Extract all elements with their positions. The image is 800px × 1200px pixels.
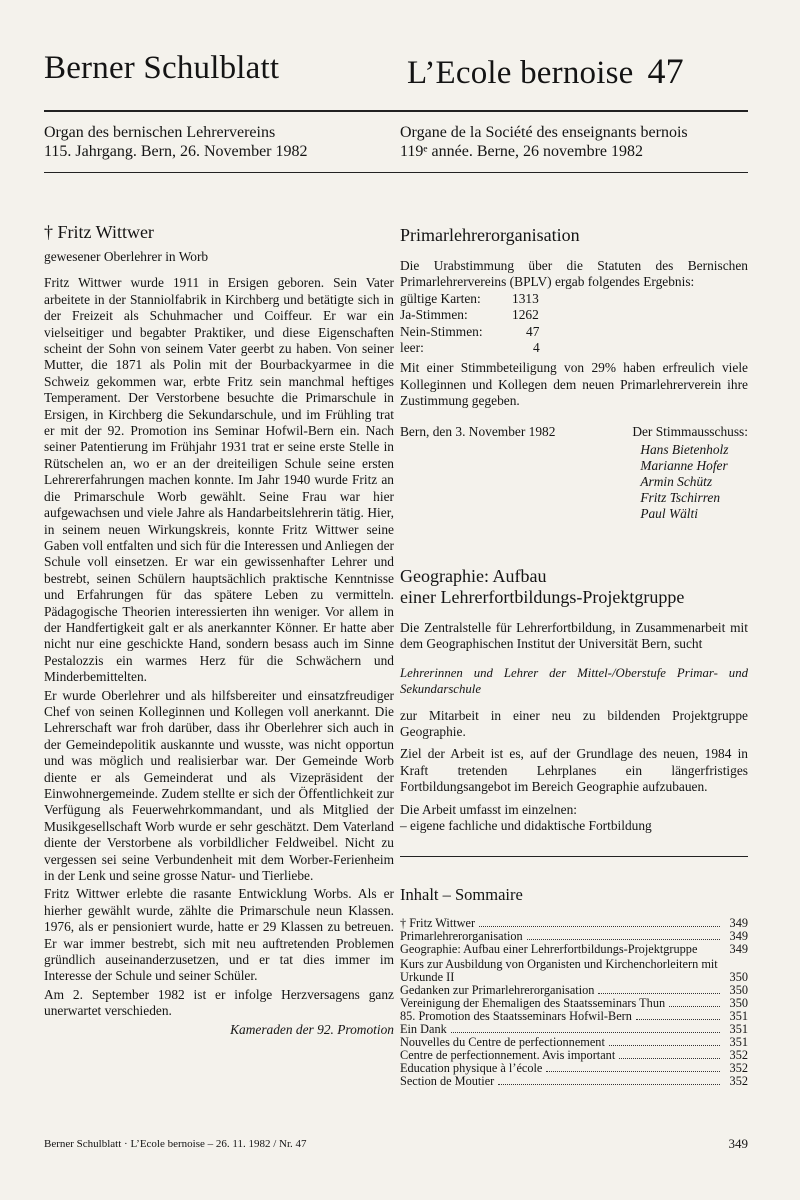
committee-label: Der Stimmausschuss: [632, 423, 748, 439]
obituary-subtitle: gewesener Oberlehrer in Worb [44, 249, 209, 264]
toc-rule [400, 856, 748, 857]
toc-entry-page: 352 [729, 1048, 748, 1062]
obituary-paragraph-4: Am 2. September 1982 ist er infolge Herzversagens ganz unerwartet verschieden. [44, 986, 394, 1019]
toc-entry-page: 350 [729, 996, 748, 1010]
toc-leader [636, 1019, 720, 1020]
toc-entry-text: Education physique à l’école [400, 1061, 543, 1075]
primar-intro: Die Urabstimmung über die Statuten des Bernischen Primarlehrervereins (BPLV) ergab folgendes Ergebnis: [400, 258, 748, 290]
subhead-de [44, 124, 394, 161]
vote-label: leer: [400, 340, 424, 356]
toc-leader [598, 993, 720, 994]
toc-leader [546, 1071, 720, 1072]
geo-paragraph-6: – eigene fachliche und didaktische Fortbildung [400, 818, 652, 834]
toc-leader [451, 1032, 720, 1033]
toc-entry-text: † Fritz Wittwer [400, 916, 476, 930]
toc-entry-page: 350 [729, 983, 748, 997]
masthead-title-fr-text: L’Ecole bernoise [407, 55, 634, 91]
toc-entry-page: 351 [729, 1035, 748, 1049]
obituary-paragraph-3: Fritz Wittwer erlebte die rasante Entwicklung Worbs. Als er hierher gewählt wurde, zählte die Primarschule neun Klassen. 1976, als er pensioniert wurde, hatte er 29 Klassen zu betreuen. Er war immer bestrebt, sich mit neu auftretenden Problemen gründlich auseinanderzusetzen, und er tat dies immer im Interesse der Schule und seiner Schüler. [44, 886, 394, 984]
subhead-de-line2: 115. Jahrgang. Bern, 26. November 1982 [44, 142, 308, 160]
obituary-signature: Kameraden der 92. Promotion [230, 1021, 394, 1037]
subhead-rule [44, 172, 748, 173]
geo-paragraph-1: Die Zentralstelle für Lehrerfortbildung, in Zusammenarbeit mit dem Geographischen Institut der Universität Bern, sucht [400, 620, 748, 652]
signer: Hans Bietenholz [640, 442, 729, 458]
toc-entry-page: 349 [729, 929, 748, 943]
toc-entry[interactable] [400, 943, 748, 956]
obituary-title: † Fritz Wittwer [44, 222, 154, 242]
toc-entry-page: 349 [729, 942, 748, 956]
obituary-paragraph-1: Fritz Wittwer wurde 1911 in Ersigen geboren. Sein Vater arbeitete in der Stanniolfabrik in Kirchberg und betätigte sich in der Freizeit als Schuhmacher und Coiffeur. Er war ein vielseitiger und begabter Praktiker, und diese Eigenschaften scheint der Sohn von seinem Vater geerbt zu haben. Von seiner Mutter, die 1871 als Polin mit der Bourbackyarmee in die Schweiz gekommen war, erbte Fritz sein manchmal heftiges Temperament. Der Verstorbene besuchte die Primarschule in Ersigen, in Kirchberg die Sekundarschule, und im Frühling trat er mit der 92. Promotion ins Seminar Hofwil-Bern ein. Nach seiner Patentierung im Frühjahr 1931 trat er seine erste Stelle in Rütschelen an, wo er an der dreiteiligen Schule seine ersten Lehrererfahrungen machen konnte. Im Jahr 1940 wurde Fritz an die Primarschule Worb gewählt. Seine Frau war hier aufgewachsen und viele Jahre als Handarbeitslehrerin tätig. Hier, in seinem neuen Wirkungskreis, konnte Fritz Wittwer seine Gaben voll entfalten und sich für die Interessen und Anliegen der Schule voll einsetzen. Er war ein gewissenhafter Lehrer und bestrebt, seinen Schülern hauptsächlich praktische Kenntnisse und Erfahrungen für das spätere Leben zu vermitteln. Pädagogische Theorien interessierten ihn weniger. Vor allem in der Handfertigkeit galt er als anerkannter Könner. Er hatte aber nicht nur eine geschickte Hand, sondern besass auch im Sinne Pestalozzis ein warmes Herz für die Schwächern und Minderbemittelten. [44, 275, 394, 685]
geo-title-line1: Geographie: Aufbau [400, 566, 547, 586]
vote-row [400, 307, 540, 323]
vote-row [400, 291, 540, 307]
toc-entry-page: 351 [729, 1009, 748, 1023]
toc-entry[interactable] [400, 958, 748, 984]
toc-entry-text: Primarlehrerorganisation [400, 929, 523, 943]
toc-leader [527, 939, 720, 940]
vote-value: 47 [526, 323, 540, 339]
signer: Marianne Hofer [640, 458, 728, 474]
vote-row [400, 324, 540, 340]
vote-label: gültige Karten: [400, 290, 481, 306]
footer-citation: Berner Schulblatt · L’Ecole bernoise – 26. 11. 1982 / Nr. 47 [44, 1138, 307, 1150]
masthead-title-fr [407, 50, 684, 92]
vote-row [400, 340, 540, 356]
geo-paragraph-4: Ziel der Arbeit ist es, auf der Grundlage des neuen, 1984 in Kraft tretenden Lehrplanes ein längerfristiges Fortbildungsangebot im Bereich Geographie aufzubauen. [400, 746, 748, 795]
toc-list [400, 917, 748, 1088]
toc-entry-page: 352 [729, 1061, 748, 1075]
toc-entry-text: Nouvelles du Centre de perfectionnement [400, 1035, 605, 1049]
toc [400, 884, 748, 1088]
toc-entry-page: 350 [729, 970, 748, 984]
geo-paragraph-5: Die Arbeit umfasst im einzelnen: [400, 801, 578, 817]
geo-article [400, 566, 748, 834]
primar-signoff [400, 424, 748, 522]
obituary-article [44, 222, 394, 1038]
toc-entry[interactable] [400, 1075, 748, 1088]
toc-entry-text: Kurs zur Ausbildung von Organisten und Kirchenchorleitern mit Urkunde II [400, 957, 721, 984]
vote-label: Nein-Stimmen: [400, 323, 483, 339]
footer-page-number: 349 [728, 1136, 748, 1151]
toc-entry-text: Vereinigung der Ehemaligen des Staatsseminars Thun [400, 996, 666, 1010]
toc-title: Inhalt – Sommaire [400, 885, 523, 904]
primar-date: Bern, den 3. November 1982 [400, 423, 556, 439]
committee-signers [632, 442, 748, 522]
primar-result: Mit einer Stimmbeteiligung von 29% haben erfreulich viele Kolleginnen und Kollegen dem neuen Primarlehrerverein ihre Zustimmung gegeben. [400, 360, 748, 409]
signer: Paul Wälti [640, 506, 698, 522]
subhead-de-line1: Organ des bernischen Lehrervereins [44, 124, 276, 141]
obituary-paragraph-2: Er wurde Oberlehrer und als hilfsbereiter und einsatzfreudiger Chef von seinen Kolleginnen und Kollegen voll anerkannt. Die Lehrerschaft war froh darüber, dass ihr Oberlehrer sich auch in der Gemeindepolitik auskannte und wusste, was nicht opportun und was möglich und realisierbar war. Der Gemeinde Worb diente er als Gemeinderat und als Vizepräsident der Einwohnergemeinde. Zudem stellte er sich der Öffentlichkeit zur Verfügung als Feuerwehrkommandant, und als Mitglied der Musikgesellschaft Worb wurde er sehr geschätzt. Dem Vaterland diente der Verstorbene als vorbildlicher Feldweibel. Nicht zu vergessen sei seine Verbundenheit mit dem Worber-Ferienheim in der Lenk und seine grosse Natur- und Tierliebe. [44, 687, 394, 884]
vote-label: Ja-Stimmen: [400, 307, 468, 323]
vote-results-table [400, 291, 540, 357]
toc-leader [609, 1045, 720, 1046]
geo-title-line2: einer Lehrerfortbildungs-Projektgruppe [400, 587, 685, 607]
geo-paragraph-3: zur Mitarbeit in einer neu zu bildenden Projektgruppe Geographie. [400, 707, 748, 740]
toc-entry-text: Geographie: Aufbau einer Lehrerfortbildungs-Projektgruppe [400, 942, 698, 956]
signer: Fritz Tschirren [640, 490, 721, 506]
issue-number: 47 [647, 51, 684, 91]
geo-target-group: Lehrerinnen und Lehrer der Mittel-/Oberstufe Primar- und Sekundarschule [400, 665, 748, 697]
toc-entry-page: 352 [729, 1074, 748, 1088]
toc-entry-text: Section de Moutier [400, 1074, 495, 1088]
toc-entry-text: Ein Dank [400, 1022, 447, 1036]
toc-leader [498, 1084, 720, 1085]
signer: Armin Schütz [640, 474, 713, 490]
toc-leader [479, 926, 720, 927]
subhead-fr [400, 124, 748, 161]
committee [632, 424, 748, 522]
toc-entry-page: 351 [729, 1022, 748, 1036]
toc-leader [669, 1006, 720, 1007]
toc-entry-page: 349 [729, 916, 748, 930]
subhead-fr-line2: 119ᵉ année. Berne, 26 novembre 1982 [400, 142, 643, 160]
primar-article [400, 225, 748, 522]
toc-entry-text: Gedanken zur Primarlehrerorganisation [400, 983, 595, 997]
masthead-rule [44, 110, 748, 112]
vote-value: 4 [533, 340, 540, 356]
subhead-fr-line1: Organe de la Société des enseignants bernois [400, 124, 688, 141]
masthead-title-de: Berner Schulblatt [44, 50, 280, 86]
primar-title: Primarlehrerorganisation [400, 225, 580, 245]
toc-entry[interactable] [400, 1010, 748, 1023]
toc-entry-text: 85. Promotion des Staatsseminars Hofwil-Bern [400, 1009, 632, 1023]
vote-value: 1262 [512, 307, 539, 323]
toc-entry-text: Centre de perfectionnement. Avis important [400, 1048, 616, 1062]
toc-leader [619, 1058, 720, 1059]
vote-value: 1313 [512, 290, 539, 306]
